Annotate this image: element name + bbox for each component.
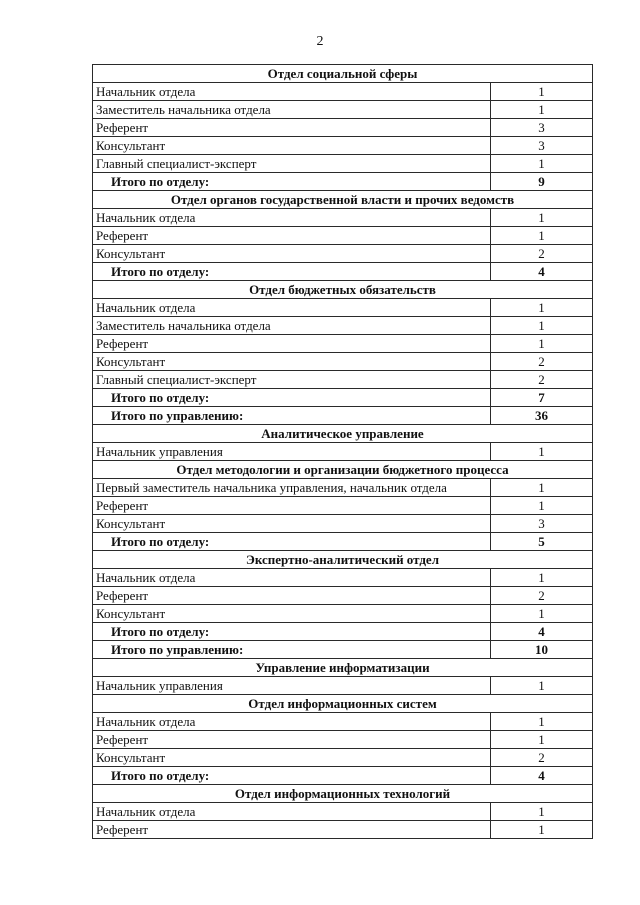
total-count: 7 — [491, 389, 593, 407]
staff-count: 2 — [491, 749, 593, 767]
table-row — [93, 587, 593, 605]
total-row — [93, 173, 593, 191]
table-row — [93, 569, 593, 587]
staff-count: 3 — [491, 119, 593, 137]
table-row — [93, 317, 593, 335]
staff-count: 2 — [491, 245, 593, 263]
total-row — [93, 623, 593, 641]
department-title: Экспертно-аналитический отдел — [93, 551, 593, 569]
total-row — [93, 641, 593, 659]
total-row — [93, 263, 593, 281]
position-title: Консультант — [93, 353, 491, 371]
table-row — [93, 101, 593, 119]
staff-count: 1 — [491, 479, 593, 497]
table-row — [93, 713, 593, 731]
position-title: Начальник отдела — [93, 299, 491, 317]
total-count: 36 — [491, 407, 593, 425]
staff-count: 1 — [491, 101, 593, 119]
position-title: Главный специалист-эксперт — [93, 371, 491, 389]
total-count: 10 — [491, 641, 593, 659]
position-title: Консультант — [93, 515, 491, 533]
department-title: Отдел бюджетных обязательств — [93, 281, 593, 299]
total-row — [93, 389, 593, 407]
total-label: Итого по управлению: — [93, 407, 491, 425]
staffing-table — [92, 64, 593, 839]
table-row — [93, 245, 593, 263]
table-row — [93, 497, 593, 515]
position-title: Референт — [93, 497, 491, 515]
table-row — [93, 299, 593, 317]
position-title: Заместитель начальника отдела — [93, 101, 491, 119]
position-title: Консультант — [93, 137, 491, 155]
position-title: Начальник отдела — [93, 713, 491, 731]
staff-count: 1 — [491, 209, 593, 227]
position-title: Начальник управления — [93, 677, 491, 695]
department-header-row — [93, 659, 593, 677]
position-title: Референт — [93, 587, 491, 605]
department-header-row — [93, 551, 593, 569]
staff-count: 1 — [491, 497, 593, 515]
department-header-row — [93, 65, 593, 83]
department-header-row — [93, 461, 593, 479]
table-row — [93, 353, 593, 371]
position-title: Консультант — [93, 605, 491, 623]
department-header-row — [93, 191, 593, 209]
table-row — [93, 443, 593, 461]
table-row — [93, 605, 593, 623]
table-row — [93, 677, 593, 695]
table-row — [93, 83, 593, 101]
table-row — [93, 227, 593, 245]
position-title: Начальник отдела — [93, 209, 491, 227]
table-row — [93, 137, 593, 155]
total-count: 9 — [491, 173, 593, 191]
total-count: 4 — [491, 263, 593, 281]
staff-count: 1 — [491, 83, 593, 101]
staff-count: 1 — [491, 317, 593, 335]
position-title: Референт — [93, 821, 491, 839]
total-count: 4 — [491, 623, 593, 641]
table-row — [93, 515, 593, 533]
department-header-row — [93, 695, 593, 713]
table-row — [93, 731, 593, 749]
staff-count: 1 — [491, 335, 593, 353]
department-title: Отдел методологии и организации бюджетного процесса — [93, 461, 593, 479]
position-title: Консультант — [93, 245, 491, 263]
staff-count: 1 — [491, 821, 593, 839]
staff-count: 1 — [491, 605, 593, 623]
department-title: Отдел информационных систем — [93, 695, 593, 713]
position-title: Первый заместитель начальника управления, начальник отдела — [93, 479, 491, 497]
department-title: Управление информатизации — [93, 659, 593, 677]
table-row — [93, 479, 593, 497]
total-row — [93, 533, 593, 551]
staff-count: 1 — [491, 299, 593, 317]
staff-count: 1 — [491, 443, 593, 461]
staff-count: 2 — [491, 371, 593, 389]
department-title: Отдел информационных технологий — [93, 785, 593, 803]
table-row — [93, 335, 593, 353]
position-title: Референт — [93, 119, 491, 137]
department-header-row — [93, 281, 593, 299]
page-number: 2 — [316, 34, 324, 49]
total-label: Итого по отделу: — [93, 389, 491, 407]
department-title: Отдел органов государственной власти и прочих ведомств — [93, 191, 593, 209]
total-count: 4 — [491, 767, 593, 785]
position-title: Начальник управления — [93, 443, 491, 461]
total-count: 5 — [491, 533, 593, 551]
position-title: Референт — [93, 731, 491, 749]
staff-count: 2 — [491, 587, 593, 605]
position-title: Главный специалист-эксперт — [93, 155, 491, 173]
table-row — [93, 119, 593, 137]
staff-count: 3 — [491, 515, 593, 533]
total-label: Итого по отделу: — [93, 623, 491, 641]
department-header-row — [93, 425, 593, 443]
table-row — [93, 803, 593, 821]
total-label: Итого по управлению: — [93, 641, 491, 659]
table-row — [93, 821, 593, 839]
position-title: Начальник отдела — [93, 569, 491, 587]
table-row — [93, 155, 593, 173]
total-label: Итого по отделу: — [93, 263, 491, 281]
staff-count: 1 — [491, 803, 593, 821]
staff-count: 1 — [491, 713, 593, 731]
position-title: Референт — [93, 227, 491, 245]
table-row — [93, 209, 593, 227]
total-label: Итого по отделу: — [93, 767, 491, 785]
staff-count: 1 — [491, 569, 593, 587]
department-title: Отдел социальной сферы — [93, 65, 593, 83]
staff-count: 1 — [491, 227, 593, 245]
total-row — [93, 767, 593, 785]
position-title: Начальник отдела — [93, 83, 491, 101]
position-title: Заместитель начальника отдела — [93, 317, 491, 335]
position-title: Консультант — [93, 749, 491, 767]
total-row — [93, 407, 593, 425]
table-row — [93, 371, 593, 389]
table-row — [93, 749, 593, 767]
staff-count: 2 — [491, 353, 593, 371]
department-title: Аналитическое управление — [93, 425, 593, 443]
total-label: Итого по отделу: — [93, 533, 491, 551]
position-title: Начальник отдела — [93, 803, 491, 821]
position-title: Референт — [93, 335, 491, 353]
department-header-row — [93, 785, 593, 803]
total-label: Итого по отделу: — [93, 173, 491, 191]
staff-count: 1 — [491, 677, 593, 695]
staff-count: 3 — [491, 137, 593, 155]
staff-count: 1 — [491, 731, 593, 749]
staff-count: 1 — [491, 155, 593, 173]
staffing-table-body — [93, 65, 593, 839]
